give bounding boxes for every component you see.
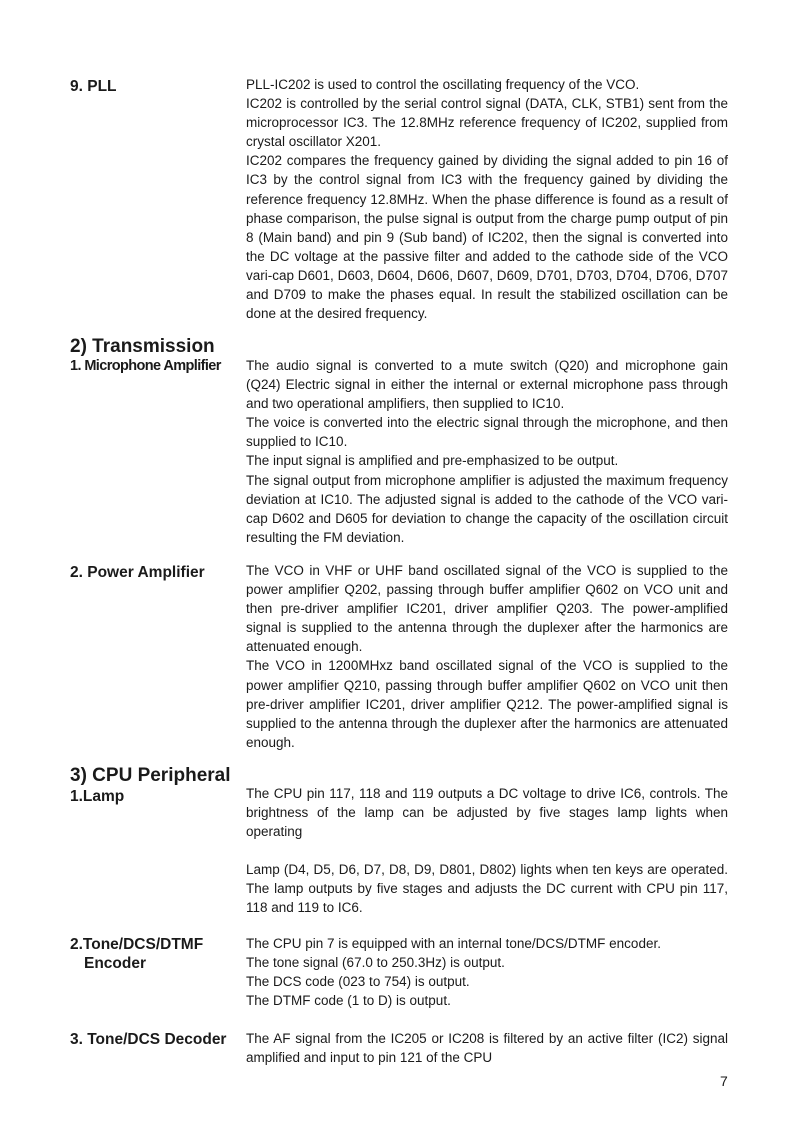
encoder-heading-line1: 2.Tone/DCS/DTMF [70,936,204,953]
power-amp-body [246,561,728,752]
decoder-heading: 3. Tone/DCS Decoder [70,1031,227,1048]
paragraph: The CPU pin 117, 118 and 119 outputs a DC voltage to drive IC6, controls. The brightness of the lamp can be adjusted by five stages lamp lights when operating [246,786,728,840]
lamp-body [246,784,728,918]
paragraph: IC202 is controlled by the serial control signal (DATA, CLK, STB1) sent from the microprocessor IC3. The 12.8MHz reference frequency of IC202, supplied from crystal oscillator X201. [246,96,728,150]
mic-amp-body [246,356,728,547]
encoder-heading [70,935,203,973]
paragraph: PLL-IC202 is used to control the oscillating frequency of the VCO. [246,77,640,92]
paragraph: The tone signal (67.0 to 250.3Hz) is output. [246,955,505,971]
lamp-heading: 1.Lamp [70,788,125,805]
transmission-title: 2) Transmission [70,336,215,357]
paragraph: The voice is converted into the electric signal through the microphone, and then supplied to IC10. [246,415,728,450]
pll-heading: 9. PLL [70,78,117,95]
paragraph: The audio signal is converted to a mute switch (Q20) and microphone gain (Q24) Electric signal in either the internal or external microphone pass through and two operational amplifiers, then supplied to IC10. [246,358,728,412]
encoder-heading-line2: Encoder [84,955,147,972]
paragraph: Lamp (D4, D5, D6, D7, D8, D9, D801, D802) lights when ten keys are operated. The lamp outputs by five stages and adjusts the DC current with CPU pin 117, 118 and 119 to IC6. [246,862,728,916]
paragraph: The input signal is amplified and pre-emphasized to be output. [246,453,619,469]
encoder-body [246,934,728,1010]
paragraph: The DTMF code (1 to D) is output. [246,993,451,1009]
page-number: 7 [720,1073,728,1089]
paragraph: IC202 compares the frequency gained by dividing the signal added to pin 16 of IC3 by the control signal from IC3 with the frequency gained by dividing the reference frequency 12.8MHz. When the phase difference is found as a result of phase comparison, the pulse signal is output from the charge pump output of pin 8 (Main band) and pin 9 (Sub band) of IC202, then the signal is converted into the DC voltage at the passive filter and added to the cathode side of the VCO vari-cap D601, D603, D604, D606, D607, D609, D701, D703, D704, D706, D707 and D709 to make the phases equal. In result the stabilized oscillation can be done at the desired frequency. [246,153,728,322]
paragraph: The DCS code (023 to 754) is output. [246,974,470,990]
mic-amp-heading: 1. Microphone Amplifier [70,358,221,374]
paragraph: The VCO in 1200MHxz band oscillated signal of the VCO is supplied to the power amplifier Q210, passing through buffer amplifier Q602 on VCO unit then pre-driver amplifier IC201, driver amplifier Q212. The power-amplified signal is supplied to the antenna through the duplexer after the harmonics are attenuated enough. [246,658,728,750]
power-amp-heading: 2. Power Amplifier [70,564,205,581]
paragraph: The CPU pin 7 is equipped with an internal tone/DCS/DTMF encoder. [246,936,661,951]
decoder-body [246,1029,728,1067]
paragraph: The VCO in VHF or UHF band oscillated signal of the VCO is supplied to the power amplifier Q202, passing through buffer amplifier Q602 on VCO unit and then pre-driver amplifier IC201, driver amplifier Q203. The power-amplified signal is supplied to the antenna through the duplexer after the harmonics are attenuated enough. [246,563,728,655]
pll-body [246,75,728,323]
paragraph: The signal output from microphone amplifier is adjusted the maximum frequency deviation at IC10. The adjusted signal is added to the cathode of the VCO vari-cap D602 and D605 for deviation to change the capacity of the oscillation circuit resulting the FM deviation. [246,472,728,545]
cpu-title: 3) CPU Peripheral [70,765,231,786]
paragraph: The AF signal from the IC205 or IC208 is filtered by an active filter (IC2) signal amplified and input to pin 121 of the CPU [246,1031,728,1066]
